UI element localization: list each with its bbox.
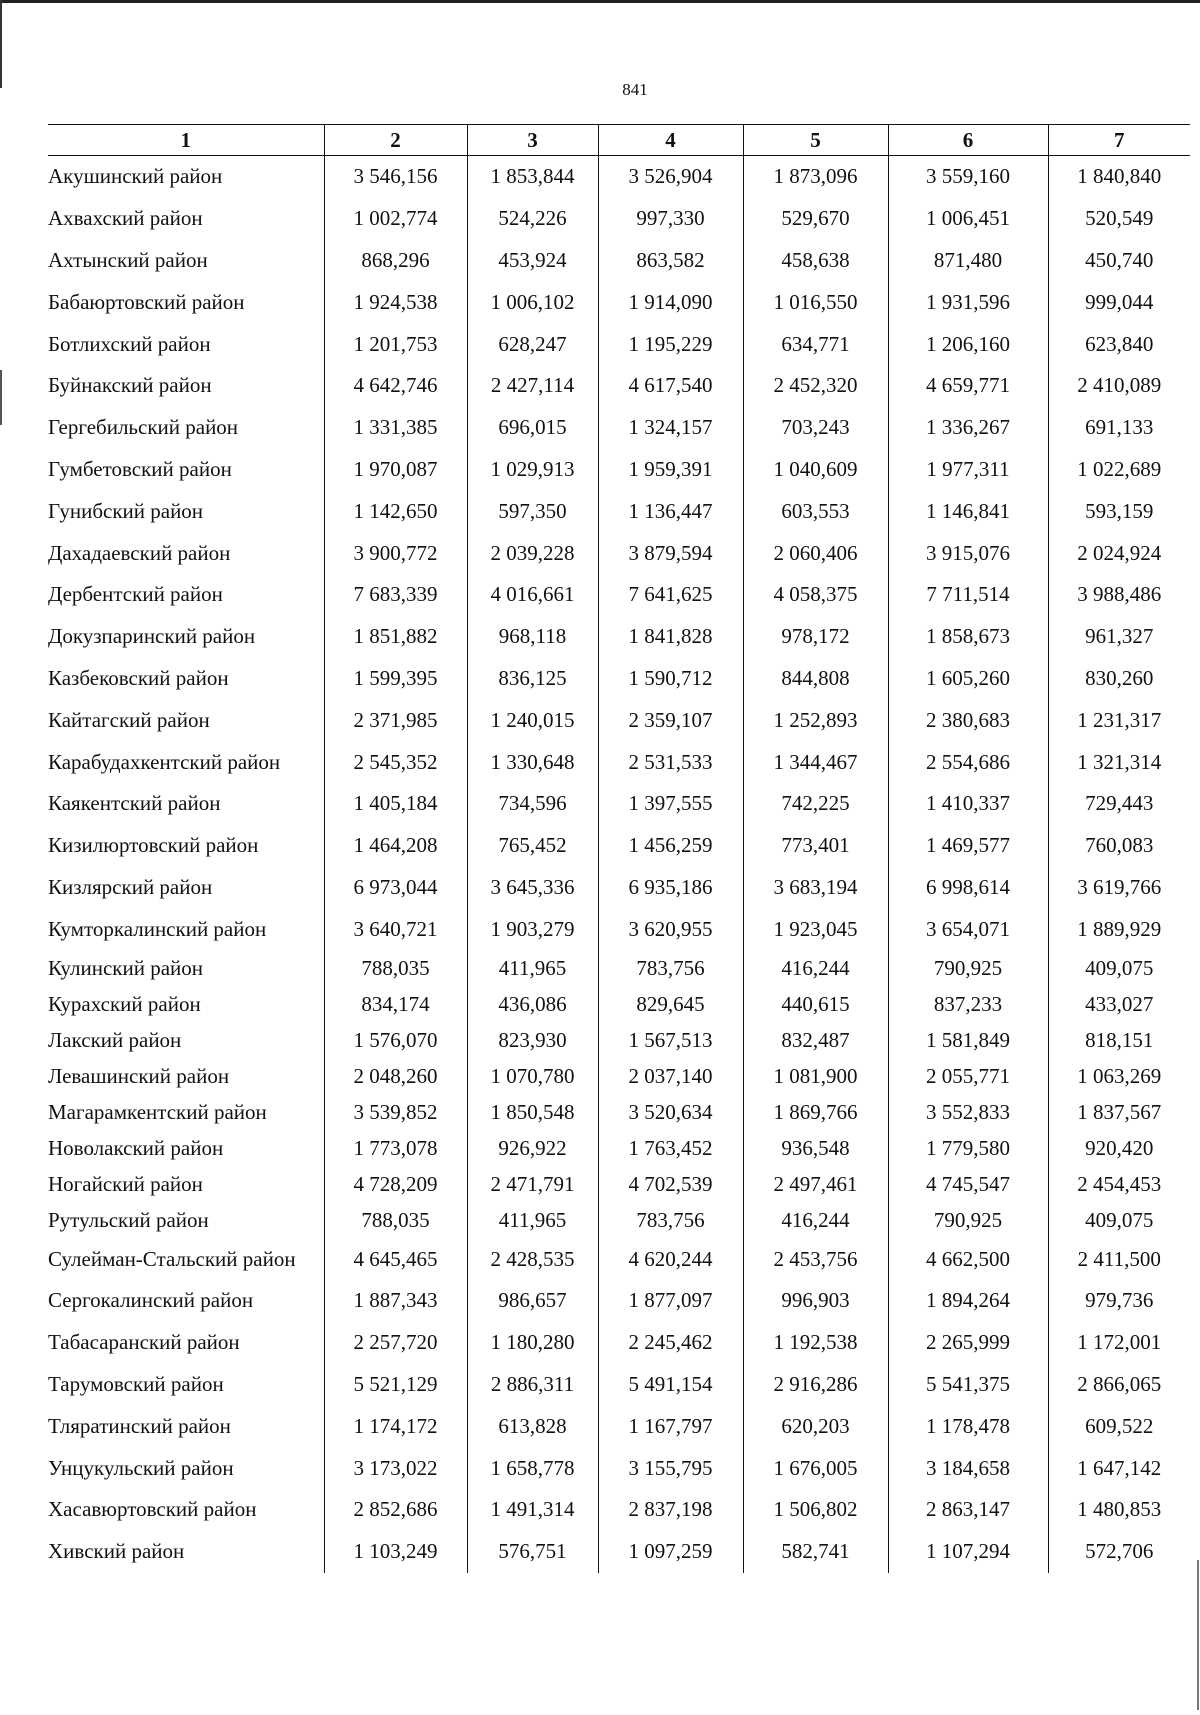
value-cell-col-6: 6 998,614 xyxy=(888,867,1048,909)
value-cell-col-6: 7 711,514 xyxy=(888,574,1048,616)
district-name-cell: Хасавюртовский район xyxy=(48,1497,257,1522)
data-table xyxy=(48,124,1190,1573)
district-name-cell: Карабудахкентский район xyxy=(48,749,281,774)
table-row xyxy=(48,1058,1190,1094)
value-cell-col-7: 1 022,689 xyxy=(1048,449,1190,491)
table-body xyxy=(48,156,1190,1573)
value-cell-col-6: 1 977,311 xyxy=(888,449,1048,491)
value-cell-col-4: 7 641,625 xyxy=(598,574,743,616)
district-name-cell: Буйнакский район xyxy=(48,373,212,398)
table-row xyxy=(48,908,1190,950)
value-cell-col-7: 409,075 xyxy=(1048,1202,1190,1238)
value-cell-col-3: 986,657 xyxy=(467,1280,598,1322)
table-header-row xyxy=(48,125,1190,156)
value-cell-col-5: 416,244 xyxy=(743,950,888,986)
value-cell-col-4: 3 155,795 xyxy=(598,1447,743,1489)
value-cell-col-5: 4 058,375 xyxy=(743,574,888,616)
value-cell-col-6: 790,925 xyxy=(888,950,1048,986)
value-cell-col-4: 2 531,533 xyxy=(598,741,743,783)
value-cell-col-6: 4 659,771 xyxy=(888,365,1048,407)
value-cell-col-3: 1 180,280 xyxy=(467,1322,598,1364)
value-cell-col-3: 1 491,314 xyxy=(467,1489,598,1531)
table-row xyxy=(48,1202,1190,1238)
value-cell-col-2: 1 599,395 xyxy=(324,658,467,700)
value-cell-col-4: 1 590,712 xyxy=(598,658,743,700)
value-cell-col-2: 1 773,078 xyxy=(324,1130,467,1166)
value-cell-col-2: 3 900,772 xyxy=(324,532,467,574)
value-cell-col-2: 1 576,070 xyxy=(324,1022,467,1058)
value-cell-col-3: 411,965 xyxy=(467,950,598,986)
value-cell-col-4: 1 877,097 xyxy=(598,1280,743,1322)
value-cell-col-7: 409,075 xyxy=(1048,950,1190,986)
column-header: 7 xyxy=(1048,125,1190,156)
district-name-cell: Дербентский район xyxy=(48,582,223,607)
value-cell-col-2: 3 539,852 xyxy=(324,1094,467,1130)
value-cell-col-3: 823,930 xyxy=(467,1022,598,1058)
scan-edge-left-mark xyxy=(0,370,2,425)
district-name-cell: Казбековский район xyxy=(48,665,229,690)
value-cell-col-3: 1 330,648 xyxy=(467,741,598,783)
value-cell-col-6: 1 581,849 xyxy=(888,1022,1048,1058)
value-cell-col-3: 734,596 xyxy=(467,783,598,825)
value-cell-col-6: 1 779,580 xyxy=(888,1130,1048,1166)
value-cell-col-5: 2 916,286 xyxy=(743,1364,888,1406)
page-number: 841 xyxy=(622,80,648,99)
value-cell-col-3: 765,452 xyxy=(467,825,598,867)
value-cell-col-2: 1 142,650 xyxy=(324,490,467,532)
value-cell-col-6: 1 178,478 xyxy=(888,1405,1048,1447)
value-cell-col-5: 703,243 xyxy=(743,407,888,449)
value-cell-col-4: 783,756 xyxy=(598,1202,743,1238)
district-name-cell: Сулейман-Стальский район xyxy=(48,1246,296,1271)
value-cell-col-7: 1 172,001 xyxy=(1048,1322,1190,1364)
value-cell-col-5: 1 252,893 xyxy=(743,699,888,741)
value-cell-col-6: 1 894,264 xyxy=(888,1280,1048,1322)
table-row xyxy=(48,699,1190,741)
table-row xyxy=(48,658,1190,700)
district-name-cell: Сергокалинский район xyxy=(48,1288,254,1313)
value-cell-col-7: 1 231,317 xyxy=(1048,699,1190,741)
value-cell-col-7: 593,159 xyxy=(1048,490,1190,532)
value-cell-col-5: 1 081,900 xyxy=(743,1058,888,1094)
value-cell-col-6: 837,233 xyxy=(888,986,1048,1022)
value-cell-col-3: 524,226 xyxy=(467,198,598,240)
value-cell-col-7: 623,840 xyxy=(1048,323,1190,365)
column-header: 5 xyxy=(743,125,888,156)
value-cell-col-5: 1 040,609 xyxy=(743,449,888,491)
value-cell-col-2: 3 546,156 xyxy=(324,156,467,198)
value-cell-col-7: 3 619,766 xyxy=(1048,867,1190,909)
value-cell-col-4: 997,330 xyxy=(598,198,743,240)
table-row xyxy=(48,1094,1190,1130)
value-cell-col-3: 1 903,279 xyxy=(467,908,598,950)
value-cell-col-5: 1 873,096 xyxy=(743,156,888,198)
table-row xyxy=(48,198,1190,240)
value-cell-col-7: 2 024,924 xyxy=(1048,532,1190,574)
value-cell-col-2: 1 924,538 xyxy=(324,281,467,323)
district-name-cell: Табасаранский район xyxy=(48,1330,240,1355)
value-cell-col-7: 1 063,269 xyxy=(1048,1058,1190,1094)
value-cell-col-2: 5 521,129 xyxy=(324,1364,467,1406)
table-row xyxy=(48,532,1190,574)
value-cell-col-6: 3 915,076 xyxy=(888,532,1048,574)
value-cell-col-3: 2 427,114 xyxy=(467,365,598,407)
district-name-cell: Левашинский район xyxy=(48,1063,230,1088)
table-row xyxy=(48,449,1190,491)
value-cell-col-2: 1 970,087 xyxy=(324,449,467,491)
table-row xyxy=(48,323,1190,365)
value-cell-col-2: 1 851,882 xyxy=(324,616,467,658)
value-cell-col-3: 576,751 xyxy=(467,1531,598,1573)
value-cell-col-6: 1 605,260 xyxy=(888,658,1048,700)
table-row xyxy=(48,574,1190,616)
value-cell-col-4: 1 097,259 xyxy=(598,1531,743,1573)
value-cell-col-3: 1 029,913 xyxy=(467,449,598,491)
table-row xyxy=(48,1447,1190,1489)
value-cell-col-2: 6 973,044 xyxy=(324,867,467,909)
value-cell-col-6: 1 858,673 xyxy=(888,616,1048,658)
table-row xyxy=(48,490,1190,532)
table-row xyxy=(48,156,1190,198)
district-name-cell: Акушинский район xyxy=(48,164,223,189)
value-cell-col-3: 2 471,791 xyxy=(467,1166,598,1202)
value-cell-col-2: 2 852,686 xyxy=(324,1489,467,1531)
value-cell-col-3: 1 853,844 xyxy=(467,156,598,198)
value-cell-col-4: 4 617,540 xyxy=(598,365,743,407)
district-name-cell: Ахвахский район xyxy=(48,206,203,231)
value-cell-col-5: 634,771 xyxy=(743,323,888,365)
value-cell-col-6: 1 410,337 xyxy=(888,783,1048,825)
value-cell-col-3: 436,086 xyxy=(467,986,598,1022)
district-name-cell: Кумторкалинский район xyxy=(48,916,267,941)
value-cell-col-2: 1 103,249 xyxy=(324,1531,467,1573)
value-cell-col-5: 1 506,802 xyxy=(743,1489,888,1531)
value-cell-col-6: 1 107,294 xyxy=(888,1531,1048,1573)
value-cell-col-3: 1 850,548 xyxy=(467,1094,598,1130)
column-header: 2 xyxy=(324,125,467,156)
value-cell-col-4: 1 959,391 xyxy=(598,449,743,491)
table-row xyxy=(48,281,1190,323)
table-row xyxy=(48,783,1190,825)
value-cell-col-2: 4 728,209 xyxy=(324,1166,467,1202)
value-cell-col-2: 2 545,352 xyxy=(324,741,467,783)
value-cell-col-2: 3 173,022 xyxy=(324,1447,467,1489)
value-cell-col-2: 3 640,721 xyxy=(324,908,467,950)
value-cell-col-6: 2 055,771 xyxy=(888,1058,1048,1094)
value-cell-col-7: 2 454,453 xyxy=(1048,1166,1190,1202)
scan-edge-right xyxy=(1197,1560,1199,1710)
value-cell-col-4: 829,645 xyxy=(598,986,743,1022)
value-cell-col-2: 4 645,465 xyxy=(324,1238,467,1280)
value-cell-col-4: 1 324,157 xyxy=(598,407,743,449)
value-cell-col-3: 2 886,311 xyxy=(467,1364,598,1406)
value-cell-col-2: 868,296 xyxy=(324,240,467,282)
district-name-cell: Докузпаринский район xyxy=(48,624,256,649)
district-name-cell: Новолакский район xyxy=(48,1135,224,1160)
value-cell-col-7: 999,044 xyxy=(1048,281,1190,323)
value-cell-col-7: 691,133 xyxy=(1048,407,1190,449)
value-cell-col-5: 1 344,467 xyxy=(743,741,888,783)
value-cell-col-5: 1 016,550 xyxy=(743,281,888,323)
district-name-cell: Рутульский район xyxy=(48,1207,209,1232)
value-cell-col-5: 2 497,461 xyxy=(743,1166,888,1202)
value-cell-col-4: 4 702,539 xyxy=(598,1166,743,1202)
table-row xyxy=(48,407,1190,449)
value-cell-col-4: 1 397,555 xyxy=(598,783,743,825)
value-cell-col-6: 1 336,267 xyxy=(888,407,1048,449)
value-cell-col-6: 1 146,841 xyxy=(888,490,1048,532)
value-cell-col-7: 1 840,840 xyxy=(1048,156,1190,198)
value-cell-col-5: 440,615 xyxy=(743,986,888,1022)
value-cell-col-3: 597,350 xyxy=(467,490,598,532)
value-cell-col-5: 1 923,045 xyxy=(743,908,888,950)
value-cell-col-6: 3 184,658 xyxy=(888,1447,1048,1489)
value-cell-col-7: 520,549 xyxy=(1048,198,1190,240)
value-cell-col-3: 2 039,228 xyxy=(467,532,598,574)
value-cell-col-6: 1 206,160 xyxy=(888,323,1048,365)
table-row xyxy=(48,986,1190,1022)
value-cell-col-6: 790,925 xyxy=(888,1202,1048,1238)
district-name-cell: Хивский район xyxy=(48,1539,185,1564)
value-cell-col-6: 4 745,547 xyxy=(888,1166,1048,1202)
value-cell-col-5: 620,203 xyxy=(743,1405,888,1447)
value-cell-col-2: 2 371,985 xyxy=(324,699,467,741)
district-name-cell: Кизилюртовский район xyxy=(48,833,259,858)
value-cell-col-4: 2 837,198 xyxy=(598,1489,743,1531)
district-name-cell: Ногайский район xyxy=(48,1171,203,1196)
column-header: 1 xyxy=(48,125,324,156)
district-name-cell: Курахский район xyxy=(48,991,201,1016)
value-cell-col-4: 2 245,462 xyxy=(598,1322,743,1364)
table-row xyxy=(48,1531,1190,1573)
value-cell-col-3: 2 428,535 xyxy=(467,1238,598,1280)
value-cell-col-4: 3 879,594 xyxy=(598,532,743,574)
value-cell-col-7: 1 480,853 xyxy=(1048,1489,1190,1531)
value-cell-col-4: 6 935,186 xyxy=(598,867,743,909)
table-row xyxy=(48,867,1190,909)
value-cell-col-7: 609,522 xyxy=(1048,1405,1190,1447)
table-row xyxy=(48,240,1190,282)
value-cell-col-4: 4 620,244 xyxy=(598,1238,743,1280)
value-cell-col-2: 788,035 xyxy=(324,1202,467,1238)
value-cell-col-7: 1 889,929 xyxy=(1048,908,1190,950)
value-cell-col-5: 529,670 xyxy=(743,198,888,240)
value-cell-col-4: 1 841,828 xyxy=(598,616,743,658)
value-cell-col-7: 818,151 xyxy=(1048,1022,1190,1058)
district-name-cell: Магарамкентский район xyxy=(48,1099,267,1124)
value-cell-col-5: 742,225 xyxy=(743,783,888,825)
value-cell-col-3: 453,924 xyxy=(467,240,598,282)
scan-edge-left xyxy=(0,0,2,88)
district-name-cell: Кулинский район xyxy=(48,955,204,980)
value-cell-col-5: 2 453,756 xyxy=(743,1238,888,1280)
value-cell-col-4: 2 037,140 xyxy=(598,1058,743,1094)
value-cell-col-2: 2 048,260 xyxy=(324,1058,467,1094)
value-cell-col-6: 2 380,683 xyxy=(888,699,1048,741)
district-name-cell: Каякентский район xyxy=(48,791,221,816)
table-row xyxy=(48,1022,1190,1058)
table-row xyxy=(48,1405,1190,1447)
table-row xyxy=(48,741,1190,783)
value-cell-col-3: 613,828 xyxy=(467,1405,598,1447)
value-cell-col-7: 1 837,567 xyxy=(1048,1094,1190,1130)
value-cell-col-5: 832,487 xyxy=(743,1022,888,1058)
value-cell-col-2: 1 464,208 xyxy=(324,825,467,867)
table-row xyxy=(48,1322,1190,1364)
district-name-cell: Тарумовский район xyxy=(48,1371,224,1396)
value-cell-col-6: 871,480 xyxy=(888,240,1048,282)
value-cell-col-6: 1 469,577 xyxy=(888,825,1048,867)
value-cell-col-2: 4 642,746 xyxy=(324,365,467,407)
column-header: 6 xyxy=(888,125,1048,156)
value-cell-col-6: 5 541,375 xyxy=(888,1364,1048,1406)
district-name-cell: Гунибский район xyxy=(48,498,204,523)
table-row xyxy=(48,1130,1190,1166)
table-row xyxy=(48,365,1190,407)
value-cell-col-2: 1 405,184 xyxy=(324,783,467,825)
value-cell-col-7: 1 647,142 xyxy=(1048,1447,1190,1489)
district-name-cell: Ахтынский район xyxy=(48,247,208,272)
value-cell-col-4: 1 914,090 xyxy=(598,281,743,323)
value-cell-col-4: 863,582 xyxy=(598,240,743,282)
value-cell-col-3: 4 016,661 xyxy=(467,574,598,616)
value-cell-col-7: 3 988,486 xyxy=(1048,574,1190,616)
value-cell-col-5: 996,903 xyxy=(743,1280,888,1322)
value-cell-col-6: 2 863,147 xyxy=(888,1489,1048,1531)
value-cell-col-3: 628,247 xyxy=(467,323,598,365)
value-cell-col-5: 936,548 xyxy=(743,1130,888,1166)
value-cell-col-2: 1 201,753 xyxy=(324,323,467,365)
value-cell-col-3: 1 658,778 xyxy=(467,1447,598,1489)
district-name-cell: Лакский район xyxy=(48,1027,182,1052)
value-cell-col-7: 830,260 xyxy=(1048,658,1190,700)
value-cell-col-6: 1 006,451 xyxy=(888,198,1048,240)
value-cell-col-5: 603,553 xyxy=(743,490,888,532)
value-cell-col-6: 2 554,686 xyxy=(888,741,1048,783)
table-row xyxy=(48,950,1190,986)
value-cell-col-4: 1 167,797 xyxy=(598,1405,743,1447)
scan-edge-top xyxy=(0,0,1200,3)
value-cell-col-5: 1 676,005 xyxy=(743,1447,888,1489)
value-cell-col-5: 416,244 xyxy=(743,1202,888,1238)
value-cell-col-6: 1 931,596 xyxy=(888,281,1048,323)
value-cell-col-4: 3 620,955 xyxy=(598,908,743,950)
value-cell-col-7: 2 866,065 xyxy=(1048,1364,1190,1406)
value-cell-col-5: 458,638 xyxy=(743,240,888,282)
value-cell-col-5: 582,741 xyxy=(743,1531,888,1573)
column-header: 4 xyxy=(598,125,743,156)
value-cell-col-3: 411,965 xyxy=(467,1202,598,1238)
district-name-cell: Бабаюртовский район xyxy=(48,289,245,314)
value-cell-col-3: 836,125 xyxy=(467,658,598,700)
value-cell-col-4: 1 195,229 xyxy=(598,323,743,365)
district-name-cell: Ботлихский район xyxy=(48,331,211,356)
value-cell-col-4: 1 136,447 xyxy=(598,490,743,532)
table-row xyxy=(48,1280,1190,1322)
value-cell-col-4: 1 763,452 xyxy=(598,1130,743,1166)
district-name-cell: Унцукульский район xyxy=(48,1455,234,1480)
value-cell-col-4: 3 526,904 xyxy=(598,156,743,198)
value-cell-col-5: 978,172 xyxy=(743,616,888,658)
value-cell-col-7: 961,327 xyxy=(1048,616,1190,658)
value-cell-col-7: 729,443 xyxy=(1048,783,1190,825)
value-cell-col-7: 1 321,314 xyxy=(1048,741,1190,783)
district-name-cell: Кайтагский район xyxy=(48,707,210,732)
value-cell-col-7: 433,027 xyxy=(1048,986,1190,1022)
value-cell-col-2: 1 887,343 xyxy=(324,1280,467,1322)
value-cell-col-5: 1 192,538 xyxy=(743,1322,888,1364)
table-row xyxy=(48,1364,1190,1406)
value-cell-col-7: 760,083 xyxy=(1048,825,1190,867)
value-cell-col-5: 3 683,194 xyxy=(743,867,888,909)
value-cell-col-3: 696,015 xyxy=(467,407,598,449)
value-cell-col-7: 572,706 xyxy=(1048,1531,1190,1573)
value-cell-col-4: 5 491,154 xyxy=(598,1364,743,1406)
value-cell-col-7: 979,736 xyxy=(1048,1280,1190,1322)
value-cell-col-2: 1 002,774 xyxy=(324,198,467,240)
value-cell-col-7: 2 410,089 xyxy=(1048,365,1190,407)
value-cell-col-2: 7 683,339 xyxy=(324,574,467,616)
value-cell-col-3: 1 006,102 xyxy=(467,281,598,323)
value-cell-col-2: 788,035 xyxy=(324,950,467,986)
value-cell-col-4: 1 567,513 xyxy=(598,1022,743,1058)
table-row xyxy=(48,1166,1190,1202)
value-cell-col-5: 773,401 xyxy=(743,825,888,867)
value-cell-col-7: 450,740 xyxy=(1048,240,1190,282)
value-cell-col-2: 1 174,172 xyxy=(324,1405,467,1447)
value-cell-col-6: 3 654,071 xyxy=(888,908,1048,950)
value-cell-col-4: 3 520,634 xyxy=(598,1094,743,1130)
value-cell-col-3: 968,118 xyxy=(467,616,598,658)
value-cell-col-4: 783,756 xyxy=(598,950,743,986)
value-cell-col-6: 3 552,833 xyxy=(888,1094,1048,1130)
value-cell-col-7: 2 411,500 xyxy=(1048,1238,1190,1280)
value-cell-col-6: 2 265,999 xyxy=(888,1322,1048,1364)
value-cell-col-3: 926,922 xyxy=(467,1130,598,1166)
value-cell-col-4: 2 359,107 xyxy=(598,699,743,741)
district-name-cell: Дахадаевский район xyxy=(48,540,231,565)
district-name-cell: Гумбетовский район xyxy=(48,456,232,481)
value-cell-col-2: 2 257,720 xyxy=(324,1322,467,1364)
district-name-cell: Тляратинский район xyxy=(48,1413,231,1438)
district-name-cell: Кизлярский район xyxy=(48,874,213,899)
table-row xyxy=(48,1489,1190,1531)
value-cell-col-5: 2 060,406 xyxy=(743,532,888,574)
value-cell-col-3: 1 240,015 xyxy=(467,699,598,741)
value-cell-col-3: 3 645,336 xyxy=(467,867,598,909)
value-cell-col-5: 844,808 xyxy=(743,658,888,700)
value-cell-col-5: 2 452,320 xyxy=(743,365,888,407)
value-cell-col-6: 4 662,500 xyxy=(888,1238,1048,1280)
value-cell-col-6: 3 559,160 xyxy=(888,156,1048,198)
district-name-cell: Гергебильский район xyxy=(48,415,239,440)
value-cell-col-5: 1 869,766 xyxy=(743,1094,888,1130)
value-cell-col-7: 920,420 xyxy=(1048,1130,1190,1166)
value-cell-col-4: 1 456,259 xyxy=(598,825,743,867)
table-row xyxy=(48,616,1190,658)
table-row xyxy=(48,825,1190,867)
table-row xyxy=(48,1238,1190,1280)
column-header: 3 xyxy=(467,125,598,156)
value-cell-col-2: 1 331,385 xyxy=(324,407,467,449)
value-cell-col-2: 834,174 xyxy=(324,986,467,1022)
value-cell-col-3: 1 070,780 xyxy=(467,1058,598,1094)
